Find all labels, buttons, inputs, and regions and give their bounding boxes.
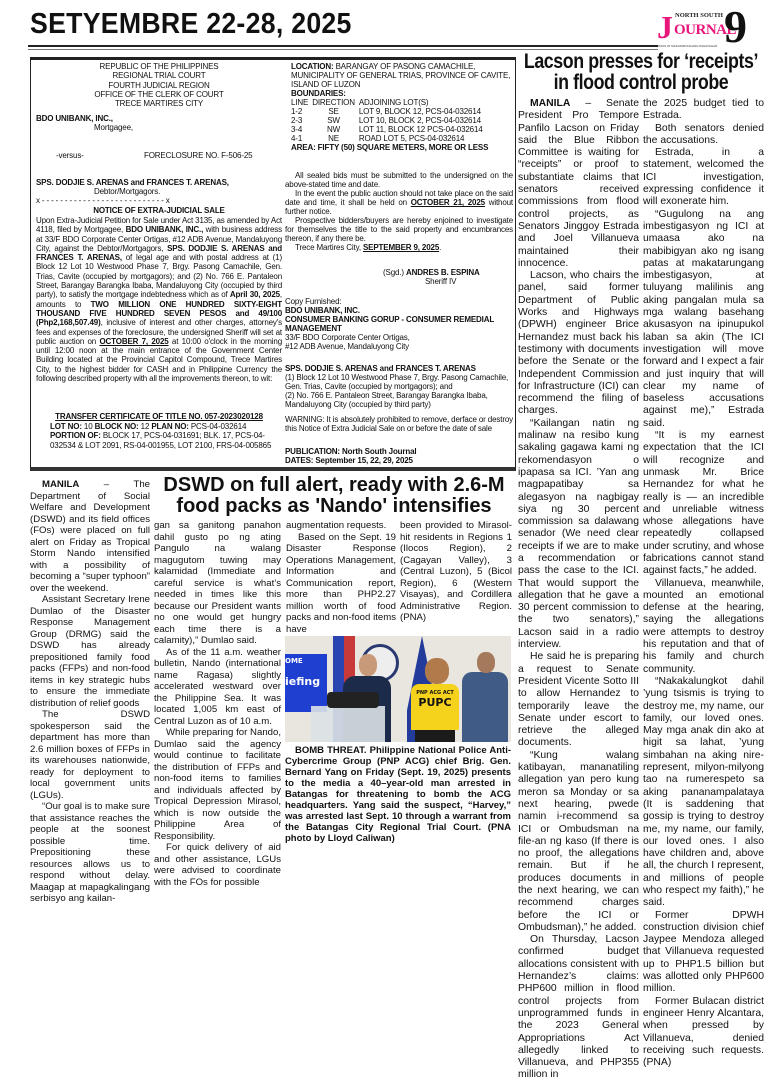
copy-furnished-block (285, 297, 513, 351)
paragraph: augmentation requests. (286, 520, 387, 531)
copy-furnished: Copy Furnished: (285, 297, 342, 306)
signature: (Sgd.) ANDRES B. ESPINA (383, 268, 480, 277)
table-row: 1-2 SE LOT 9, BLOCK 12, PCS-04-032614 (291, 107, 481, 116)
logo-main: OURNAL (674, 22, 737, 38)
suspect-shirt: PNP ACG ACT PUPC (411, 684, 459, 730)
paragraph: While preparing for Nando, Dumlao said the agency would continue to facilitate the distribution of FFPs and non-food items to families and individuals affected by Tropical Depression Mirasol, which is now outside the Philippine Area of Responsibility. (154, 727, 281, 842)
title-certificate: TRANSFER CERTIFICATE OF TITLE NO. 057-2023020128 (55, 412, 263, 421)
paragraph: On Thursday, Lacson confirmed budget allocations consistent with Hernandez’s claims: PHP600 million in flood control projects from unprogrammed funds in the 2023 General Appropriations Act allegedly linked to Villanueva, and PHP355 million in (518, 934, 639, 1081)
paragraph: MANILA – The Department of Social Welfare and Development (DSWD) and its field offices (FOs) were placed on full alert on Friday as Tropical Storm Nando intensified with a possibility of becoming a “super typhoon” over the weekend. (30, 479, 150, 594)
place-date: Trece Martires City, SEPTEMBER 9, 2025. (295, 243, 442, 252)
auction-terms (285, 171, 513, 252)
microphones (327, 692, 379, 708)
location: LOCATION: BARANGAY OF PASONG CAMACHILE, MUNICIPALITY OF GENERAL TRIAS, PROVINCE OF CAVITE, ISLAND OF LUZON (291, 62, 511, 89)
officer (462, 672, 508, 742)
paragraph: “Nakakalungkot dahil ’yung tsismis is trying to destroy me, my name, our family, our loved ones. May mga anak din ako at higit sa lahat, ’yung simbahan na aking nire-represent, milyon-milyong tao na rumerespeto sa aking pananampalataya (It is saddening that gossip is trying to destroy me, my name, our family, our loved ones. I also have children and, above all, the church I represent, and millions of people who respect my faith),” he said. (643, 675, 764, 909)
paragraph: Villanueva, meanwhile, mounted an emotional defense at the hearing, saying the allegations were attempts to destroy his reputation and that of his family and church community. (643, 577, 764, 675)
lacson-column-2 (643, 98, 764, 1069)
copy-recipient: SPS. DODJIE S. ARENAS and FRANCES T. ARENAS (285, 364, 476, 373)
plaintiff-role: Mortgagee, (94, 123, 133, 133)
briefing-screen: OME iefing (285, 654, 327, 712)
copy-address: (2) No. 766 E. Pantaleon Street, Barangay Barangka Ibaba, Mandaluyong City (occupied by third party) (285, 391, 488, 409)
paragraph: Estrada, in a statement, welcomed the ICI investigation, expressing confidence it will exonerate him. (643, 147, 764, 208)
court-line: OFFICE OF THE CLERK OF COURT (94, 89, 224, 99)
court-line: TRECE MARTIRES CITY (114, 99, 204, 109)
paragraph: As of the 11 a.m. weather bulletin, Nando (international name Ragasa) slightly accelerated westward over the Philippine Sea. It was located 1,005 km east of Central Luzon as of 10 a.m. (154, 646, 281, 727)
paragraph: “It is my earnest expectation that the ICI will recognize and unmask Mr. Brice Hernandez for what he really is — an incredible and unreliable witness whose allegations have repeatedly collapsed under scrutiny, and whose fabrications cannot stand against facts,” he added. (643, 430, 764, 577)
court-line: REGIONAL TRIAL COURT (112, 71, 206, 81)
officer-head (477, 652, 495, 673)
page-number: 9 (724, 1, 747, 52)
area: AREA: FIFTY (50) SQUARE METERS, MORE OR LESS (291, 143, 489, 152)
copy-address: (1) Block 12 Lot 10 Westwood Phase 7, Brgy. Pasong Camachile, Gen. Trias, Cavite (occupied by mortgagors); and (285, 373, 509, 391)
copy-recipient: BDO UNIBANK, INC. (285, 306, 360, 315)
warning: WARNING: It is absolutely prohibited to remove, derface or destroy this Notice of Extra Judicial Sale on or before the date of sale (285, 415, 513, 433)
dswd-column-1 (30, 479, 150, 905)
paragraph: the 2025 budget tied to Estrada. (643, 98, 764, 122)
signature-block (285, 268, 513, 286)
paragraph: Based on the Sept. 19 Disaster Response Operations Management, Information and Communication report, more than PHP2.27 million worth of food packs and non-food items have (286, 531, 396, 635)
dswd-column-2 (154, 520, 281, 888)
plaintiff-block (36, 114, 282, 133)
dswd-column-4 (400, 520, 512, 624)
notice-body: Upon Extra-Judicial Petition for Sale under Act 3135, as amended by Act 4118, filed by Mortgagee, BDO UNIBANK, INC., with business address at 33/F BDO Corporate Center Ortigas, #12 ADB Avenue, Mandaluyong City, against the Debtor/Mortgagors, SPS. DODJIE S. ARENAS and FRANCES T. ARENAS, of legal age and with postal address at (1) Block 12 Lot 10 Westwood Phase 7, Brgy. Pasong Camachile, Gen. Trias, Cavite (occupied by mortgagors); and (2) No. 766 E. Pantaleon Street, Barangay Barangka Ibaba, Mandaluyong City (occupied by third party), to satisfy the mortgage indebtedness which as of April 30, 2025, amounts to TWO MILLION ONE HUNDRED SIXTY-EIGHT THOUSAND FIVE HUNDRED SEVEN PESOS and 49/100 (Php2,168,507.49), inclusive of interest and other charges, attorney's fees and expenses of the foreclosure, the undersigned Sheriff will set at public auction on OCTOBER 7, 2025 at 10:00 o'clock in the morning until 12:00 noon at the main entrance of the Government Center Building located at the Provincial Capitol Compound, Trece Martires City, to the highest bidder for CASH and in Philippine Currency the following described property with all the improvements thereon, to wit: (36, 216, 282, 384)
paragraph: Assistant Secretary Irene Dumlao of the Disaster Response Management Group (DRMG) said the DSWD has already prepositioned family food packs (FFPs) and non-food items in key strategic hubs to ensure the immediate distribution of relief goods (30, 594, 150, 709)
paragraph: “Gugulong na ang imbestigasyon ng ICI at umaasa ako na mabibigyan ako ng isang patas at makatarungang imbestigasyon, at tuluyang malilinis ang aking pangalan mula sa mga walang basehang akusasyon na ipinupukol laban sa akin (The ICI investigation will move forward and I expect a fair and just inquiry that will clear my name of baseless accusations against me),” Estrada said. (643, 208, 764, 429)
boundaries-table: LINE DIRECTION ADJOINING LOT(S) 1-2 SE LOT 9, BLOCK 12, PCS-04-032614 2-3 SW LOT 10, BLOCK 2, PCS-04-032614 3-4 NW LOT 11, BLOCK 12 PCS-04-032614 4-1 NE ROAD LOT 5, PCS-04-032614 (291, 98, 487, 143)
boundaries-label: BOUNDARIES: (291, 89, 346, 98)
paragraph: MANILA – Senate President Pro Tempore Panfilo Lacson on Friday said the Blue Ribbon Committee is waiting for “receipts” or proof to substantiate claims that senators received commissions from flood control projects, as Senators Jinggoy Estrada and Joel Villanueva maintained their innocence. (518, 98, 639, 269)
lacson-column-1 (518, 98, 639, 1082)
issue-date: SETYEMBRE 22-28, 2025 (30, 8, 352, 40)
notice-title: NOTICE OF EXTRA-JUDICIAL SALE (93, 206, 225, 215)
paragraph: He said he is preparing a request to Senate President Vicente Sotto III to allow Hernandez to temporarily leave the Senate under escort to retrieve the alleged documents. (518, 651, 639, 749)
defendants: SPS. DODJIE S. ARENAS and FRANCES T. ARENAS, (36, 178, 229, 187)
property-details: LOT NO: 10 BLOCK NO: 12 PLAN NO: PCS-04-032614 PORTION OF: BLOCK 17, PCS-04-031691; BLK. 17, PCS-04-032534 & LOT 2091, RS-04-001955, LOT 2100, FRS-04-005865 (50, 422, 272, 450)
paragraph: gan sa ganitong panahon dahil gusto po ng ating Pangulo na walang magugutom tuwing may kalamidad (Immediate and careful service is what’s needed in times like this because our President wants no one would get hungry each time there is a calamity),” Dumlao said. (154, 520, 281, 646)
suspect-pants (415, 730, 455, 742)
table-row: 4-1 NE ROAD LOT 5, PCS-04-032614 (291, 134, 465, 143)
prospective-bidders: Prospective bidders/buyers are hereby enjoined to investigate for themselves the title to the said property and encumbrances thereon, if any there be. (285, 216, 513, 243)
paragraph: Lacson, who chairs the panel, said former Department of Public Works and Highways (DPWH) engineer Brice Hernandez must back his testimony with documents before the Senate or the Independent Commission for Infrastructure (ICI) can recommend the filing of charges. (518, 270, 639, 417)
table-row: 3-4 NW LOT 11, BLOCK 12 PCS-04-032614 (291, 125, 483, 134)
paragraph: Former DPWH construction division chief Jaypee Mendoza alleged that Villanueva requested up to PHP1.5 billion but was allotted only PHP600 million. (643, 909, 764, 995)
copy-address: #12 ADB Avenue, Mandaluyong City (285, 342, 410, 351)
table-row: 2-3 SW LOT 10, BLOCK 2, PCS-04-032614 (291, 116, 481, 125)
plaintiff: BDO UNIBANK, INC., (36, 114, 113, 123)
photo-caption: BOMB THREAT. Philippine National Police Anti-Cybercrime Group (PNP ACG) chief Brig. Gen. Bernard Yang on Friday (Sept. 19, 2025) presents to the media a 40–year-old man arrested in Batangas for threatening to bomb the ACG headquarters. Yang said the suspect, “Harvey,” was arrested last Sept. 10 through a warrant from the Batangas City Regional Trial Court. (PNA photo by Lloyd Caliwan) (285, 745, 512, 844)
paragraph: Both senators denied the accusations. (643, 122, 764, 146)
news-photo (285, 636, 511, 742)
logo-initial: J (657, 9, 673, 45)
suspect-head (425, 658, 449, 684)
podium (311, 706, 385, 742)
signatory-title: Sheriff IV (425, 277, 457, 286)
paragraph: “Kung walang katibayan, mananatiling allegation yan pero kung meron sa Monday or sa next hearing, pwede namin i-recommend sa ICI or Ombudsman na file-an ng kaso (If there is no proof, the allegations remain. But if he produces documents in the next hearing, we can recommend charges before the ICI or Ombudsman),” he added. (518, 749, 639, 933)
publication-block (285, 447, 513, 465)
dswd-headline: DSWD on full alert, ready with 2.6-M food packs as 'Nando' intensifies (163, 474, 505, 517)
publication-dates: DATES: September 15, 22, 29, 2025 (285, 456, 413, 465)
officer-head (359, 654, 377, 676)
paragraph: “Our goal is to make sure that assistance reaches the people at the soonest possible time. Prepositioning these resources allows us to respond without delay. Maagap at mapagkalingang serbisyo ang kailan- (30, 801, 150, 904)
dswd-column-3 (286, 520, 396, 635)
lacson-headline: Lacson presses for ‘receipts’ in flood control probe (523, 50, 759, 94)
copy-recipient-dept: CONSUMER BANKING GORUP - CONSUMER REMEDIAL MANAGEMENT (285, 315, 494, 333)
defendants-block (36, 178, 282, 197)
paragraph: The DSWD spokesperson said the department has more than 2.6 million boxes of FFPs in its warehouses nationwide, ready for deployment to local government units (LGUs). (30, 709, 150, 801)
case-number: FORECLOSURE NO. F-506-25 (144, 151, 253, 160)
property-location-block (285, 62, 513, 152)
paragraph: “Kailangan natin ng malinaw na resibo kung sakaling gagawa kami ng rekomendasyon o ipapasa sa ICI. ’Yan ang magpapatibay sa alegasyon na nagbigay siya ng 30 percent commission sa dalawang senador (We need clear receipts if we are to make a recommendation or pass the case to the ICI. That would support the allegation that he gave a 30 percent commission to the two senators),” Lacson said in a radio interview. (518, 417, 639, 651)
copy-debtors-block (285, 364, 513, 409)
publication: PUBLICATION: North South Journal (285, 447, 417, 456)
court-line: REPUBLIC OF THE PHILIPPINES (99, 62, 219, 71)
legal-notice (30, 57, 516, 471)
logo-top: NORTH SOUTH (675, 12, 723, 19)
copy-address: 33/F BDO Corporate Center Ortigas, (285, 333, 410, 342)
separator: x - - - - - - - - - - - - - - - - - - - - - - - - - - - x (36, 196, 170, 205)
paragraph: For quick delivery of aid and other assistance, LGUs were advised to coordinate with the FOs for possible (154, 842, 281, 888)
defendants-role: Debtor/Mortgagors. (94, 187, 161, 197)
sealed-bids: All sealed bids must be submitted to the undersigned on the above-stated time and date. (285, 171, 513, 189)
header-rule (28, 45, 658, 47)
court-header (36, 62, 282, 108)
court-line: FOURTH JUDICIAL REGION (108, 80, 210, 90)
event-clause: In the event the public auction should not take place on the said date and time, it shall be held on OCTOBER 21, 2025 without further notice. (285, 189, 514, 216)
versus: -versus- (56, 151, 84, 160)
paragraph: Former Bulacan district engineer Henry Alcantara, when pressed by Villanueva, denied receiving such requests. (PNA) (643, 995, 764, 1069)
case-line (36, 151, 282, 160)
paragraph: been provided to Mirasol-hit residents in Regions 1 (Ilocos Region), 2 (Cagayan Valley), 3 (Central Luzon), 5 (Bicol Region), 6 (Western Visayas), and Cordillera Administrative Region. (PNA) (400, 520, 512, 623)
logo-tagline: PATAS AT MAKATARUNGANG PAHAYAGAN (657, 44, 718, 48)
newspaper-logo (655, 9, 737, 48)
